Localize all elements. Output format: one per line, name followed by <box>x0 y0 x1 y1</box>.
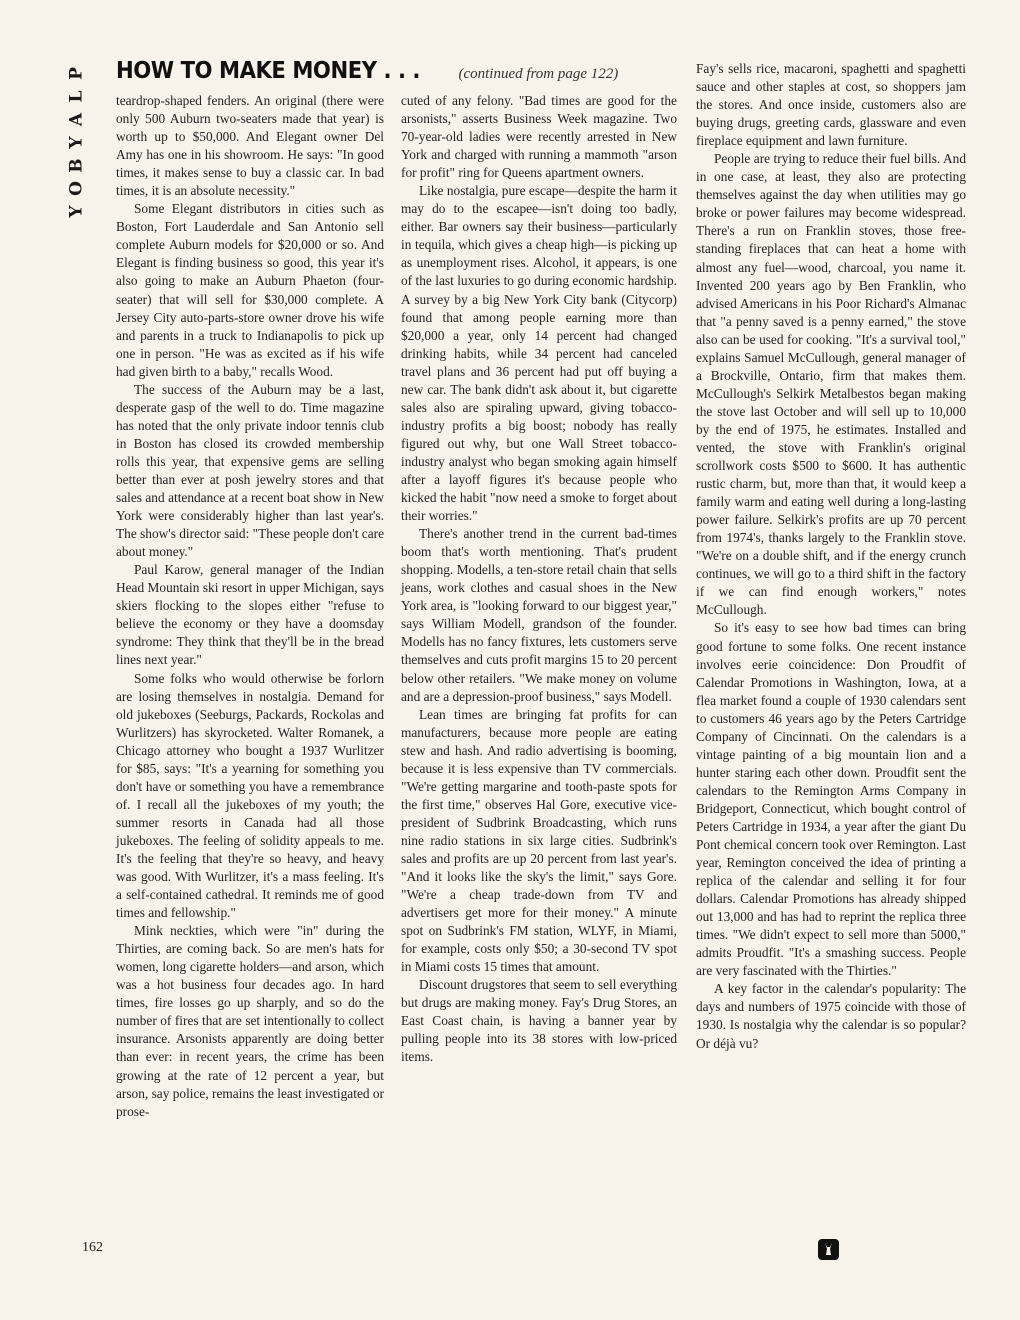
paragraph: Like nostalgia, pure escape—despite the harm it may do to the escapee—isn't doing too badly, either. Bar owners say their business—particularly in tequila, which gives a cheap high—is picking up as unemployment rises. Alcohol, it appears, is one of the last luxuries to go during economic hardship. A survey by a big New York City bank (Citycorp) found that among people earning more than $20,000 a year, only 14 percent had changed drinking habits, while 34 percent had canceled travel plans and 36 percent had put off buying a new car. The bank didn't ask about it, but cigarette sales also are spiraling upward, giving tobacco-industry profits a big boost; nobody has really figured out why, but one Wall Street tobacco-industry analyst who began smoking again himself after a layoff figures it's because people who kicked the habit "now need a smoke to forget about their worries." <box>401 183 677 524</box>
paragraph: People are trying to reduce their fuel bills. And in one case, at least, they also are protecting themselves against the day when utilities may go broke or power failures may become widespread. There's a run on Franklin stoves, those free-standing fireplaces that can heat a home with almost any fuel—wood, charcoal, you name it. Invented 200 years ago by Ben Franklin, who advised Americans in his Poor Richard's Almanac that "a penny saved is a penny earned," the stove also can be used for cooking. "It's a survival tool," explains Samuel McCullough, general manager of a Brockville, Ontario, firm that makes them. McCullough's Selkirk Metalbestos began making the stove last October and will sell up to 10,000 by the end of 1975, he estimates. Installed and vented, the stove with Franklin's original scrollwork costs $500 to $600. It has authentic rustic charm, but, more than that, it would keep a family warm and eating well during a long-lasting power failure. Selkirk's profits are up 70 percent from 1974's, thanks largely to the Franklin stove. "We're on a double shift, and if the energy crunch continues, we will go to a third shift in the factory if we can find enough workers," notes McCullough. <box>696 151 966 618</box>
paragraph: So it's easy to see how bad times can bring good fortune to some folks. One recent instance involves eerie coincidence: Don Proudfit of Calendar Promotions in Washington, Iowa, at a flea market found a couple of 1930 calendars sent to customers 46 years ago by the Peters Cartridge Company of Cincinnati. On the calendars is a vintage painting of a big mountain lion and a hunter staring each other down. Proudfit sent the calendars to the Remington Arms Company in Bridgeport, Connecticut, which bought control of Peters Cartridge in 1934, a year after the giant Du Pont chemical concern took over Remington. Last year, Remington conceived the idea of printing a replica of the calendar and selling it for four dollars. Calendar Promotions has already shipped out 13,000 and has had to reprint the replica three times. "We didn't expect to sell more than 5000," admits Proudfit. "It's a smashing success. People are very fascinated with the Thirties." <box>696 620 966 979</box>
page-number: 162 <box>82 1240 103 1255</box>
paragraph: Some folks who would otherwise be forlorn are losing themselves in nostalgia. Demand for old jukeboxes (Seeburgs, Packards, Rockolas and Wurlitzers) has skyrocketed. Walter Romanek, a Chicago attorney who bought a 1937 Wurlitzer for $85, says: "It's a yearning for something you don't have or something you have a remembrance of. I recall all the jukeboxes of my youth; the summer resorts in Canada had all those jukeboxes. The feeling of solidity appeals to me. It's the feeling that they're so heavy, and heavy was good. With Wurlitzer, it's a mass feeling. It's a self-contained cathedral. It reminds me of good times and fellowship." <box>116 670 384 921</box>
paragraph: Some Elegant distributors in cities such as Boston, Fort Lauderdale and San Antonio sell complete Auburn models for $20,000 or so. And Elegant is finding business so good, this year it's also going to make an Auburn Phaeton (four-seater) that will sell for $30,000 complete. A Jersey City auto-parts-store owner drove his wife and parents in a truck to Indianapolis to pick up one in person. "He was as excited as if his wife had given birth to a baby," recalls Wood. <box>116 201 384 379</box>
sidebar-letter: Y <box>66 136 87 149</box>
sidebar-letter: Y <box>66 205 87 218</box>
rabbit-logo-icon <box>818 1239 839 1260</box>
paragraph: A key factor in the calendar's popularity: The days and numbers of 1975 coincide with those of 1930. Is nostalgia why the calendar is so popular? Or déjà vu? <box>696 981 966 1051</box>
paragraph: Fay's sells rice, macaroni, spaghetti and spaghetti sauce and other staples at cost, so shoppers jam the stores. And once inside, customers also are buying drugs, greeting cards, glassware and even fireplace equipment and lawn furniture. <box>696 61 966 149</box>
paragraph: The success of the Auburn may be a last, desperate gasp of the well to do. Time magazine has noted that the only private indoor tennis club in Boston has closed its crowded membership rolls this year, that expensive gems are selling better than ever at posh jewelry stores and that sales and attendance at a recent boat show in New York were considerably higher than last year's. The show's director said: "These people don't care about money." <box>116 381 384 560</box>
paragraph: Lean times are bringing fat profits for can manufacturers, because more people are eating stew and hash. And radio advertising is booming, because it is less expensive than TV commercials. "We're getting margarine and tooth-paste spots for the first time," observes Hal Gore, executive vice-president of Sudbrink Broadcasting, which runs nine radio stations in six large cities. Sudbrink's sales and profits are up 20 percent from last year's. "And it looks like the sky's the limit," says Gore. "We're a cheap trade-down from TV and advertisers get more for their money." A minute spot on Sudbrink's FM station, WLYF, in Miami, for example, costs only $50; a 30-second TV spot in Miami costs 15 times that amount. <box>401 706 677 975</box>
paragraph: cuted of any felony. "Bad times are good for the arsonists," asserts Business Week magazine. Two 70-year-old ladies were recently arrested in New York and charged with running a mammoth "arson for profit" ring for Queens apartment owners. <box>401 93 677 181</box>
paragraph: Discount drugstores that seem to sell everything but drugs are making money. Fay's Drug Stores, an East Coast chain, is having a banner year by pulling people into its 38 stores with low-priced items. <box>401 977 677 1065</box>
magazine-name-vertical <box>62 62 92 223</box>
sidebar-letter: P <box>66 67 87 80</box>
paragraph: Mink neckties, which were "in" during the Thirties, are coming back. So are men's hats for women, long cigarette holders—and arson, which was a hot business four decades ago. In hard times, fire losses go up sharply, and so do the number of fires that are set intentionally to collect insurance. Arsonists apparently are doing better than ever: in recent years, the crime has been growing at the rate of 12 percent a year, but arson, say police, remains the least investigated or prose- <box>116 923 384 1119</box>
sidebar-letter: B <box>66 158 87 173</box>
sidebar-letter: A <box>66 112 87 127</box>
sidebar-letter: L <box>66 90 87 103</box>
article-title: HOW TO MAKE MONEY . . . <box>116 58 421 84</box>
text-column-2 <box>401 92 677 1067</box>
text-column-3 <box>696 60 966 1053</box>
sidebar-letter: O <box>66 181 87 196</box>
paragraph: teardrop-shaped fenders. An original (there were only 500 Auburn two-seaters made that year) is worth up to $50,000. And Elegant owner Del Amy has one in his showroom. He says: "In good times, it makes sense to buy a classic car. In bad times, it is an absolute necessity." <box>116 93 384 199</box>
paragraph: There's another trend in the current bad-times boom that's worth mentioning. That's prudent shopping. Modells, a ten-store retail chain that sells jeans, work clothes and casual shoes in the New York area, is "looking forward to our biggest year," says William Modell, grandson of the founder. Modells has no fancy fixtures, lets customers serve themselves and cuts profit margins 15 to 20 percent below other retailers. "We make money on volume and are a depression-proof business," says Modell. <box>401 526 677 704</box>
text-column-1 <box>116 92 384 1121</box>
continued-note: (continued from page 122) <box>458 66 619 82</box>
paragraph: Paul Karow, general manager of the Indian Head Mountain ski resort in upper Michigan, says skiers flocking to the slopes either "refuse to believe the economy or they have a doomsday syndrome: They think that they'll be in the bread lines next year." <box>116 562 384 668</box>
article-header <box>116 58 618 84</box>
